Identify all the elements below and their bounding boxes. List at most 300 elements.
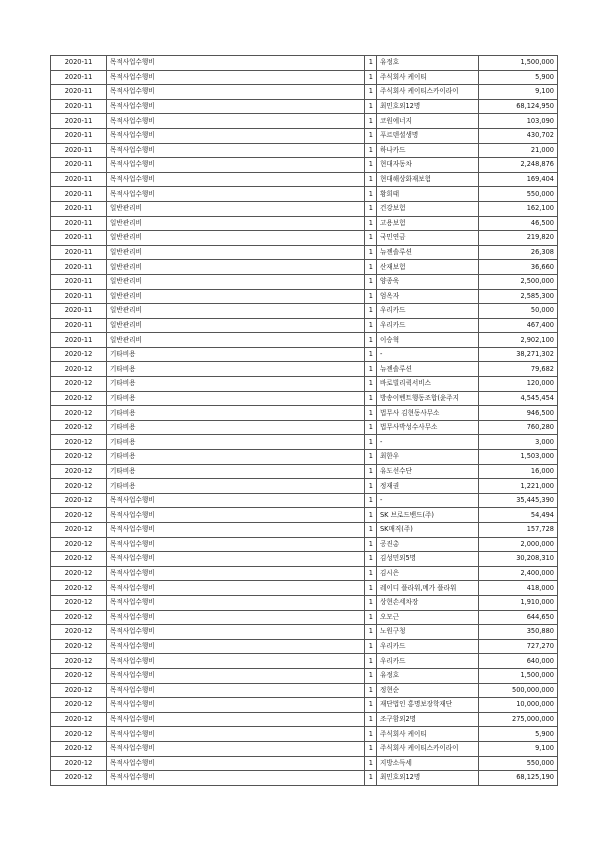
table-row [51, 231, 558, 246]
cell-count: 1 [365, 654, 377, 669]
table-row [51, 406, 558, 421]
cell-count: 1 [365, 362, 377, 377]
cell-count: 1 [365, 625, 377, 640]
cell-count: 1 [365, 566, 377, 581]
cell-month: 2020-12 [51, 479, 107, 494]
cell-amount: 36,660 [479, 260, 558, 275]
cell-amount: 1,910,000 [479, 595, 558, 610]
cell-amount: 1,500,000 [479, 56, 558, 71]
cell-month: 2020-11 [51, 216, 107, 231]
cell-payee: SK 브로드밴드(주) [377, 508, 479, 523]
table-row [51, 464, 558, 479]
cell-amount: 157,728 [479, 523, 558, 538]
cell-count: 1 [365, 56, 377, 71]
cell-payee: 최민호외12명 [377, 99, 479, 114]
cell-count: 1 [365, 581, 377, 596]
cell-amount: 418,000 [479, 581, 558, 596]
cell-category: 목적사업수행비 [107, 70, 365, 85]
cell-payee: 레이디 플라워,메가 플라워 [377, 581, 479, 596]
cell-payee: 재단법인 홍명보장학재단 [377, 698, 479, 713]
cell-count: 1 [365, 406, 377, 421]
cell-category: 목적사업수행비 [107, 143, 365, 158]
cell-month: 2020-12 [51, 727, 107, 742]
cell-payee: 정현순 [377, 683, 479, 698]
cell-payee: 우리카드 [377, 318, 479, 333]
table-row [51, 128, 558, 143]
table-row [51, 420, 558, 435]
cell-count: 1 [365, 318, 377, 333]
cell-payee: 노원구청 [377, 625, 479, 640]
cell-month: 2020-11 [51, 318, 107, 333]
cell-month: 2020-11 [51, 56, 107, 71]
table-row [51, 318, 558, 333]
cell-amount: 5,900 [479, 727, 558, 742]
cell-category: 일반관리비 [107, 333, 365, 348]
cell-count: 1 [365, 552, 377, 567]
cell-amount: 430,702 [479, 128, 558, 143]
table-row [51, 552, 558, 567]
cell-amount: 2,585,300 [479, 289, 558, 304]
ledger-table [50, 55, 558, 786]
cell-month: 2020-12 [51, 741, 107, 756]
cell-amount: 2,400,000 [479, 566, 558, 581]
cell-payee: 오모근 [377, 610, 479, 625]
table-row [51, 143, 558, 158]
cell-category: 목적사업수행비 [107, 581, 365, 596]
cell-payee: 정재권 [377, 479, 479, 494]
table-row [51, 56, 558, 71]
cell-payee: - [377, 435, 479, 450]
cell-payee: 유정호 [377, 668, 479, 683]
table-row [51, 654, 558, 669]
cell-count: 1 [365, 756, 377, 771]
cell-month: 2020-12 [51, 698, 107, 713]
cell-month: 2020-11 [51, 304, 107, 319]
cell-amount: 26,308 [479, 245, 558, 260]
cell-count: 1 [365, 595, 377, 610]
cell-payee: 최민호외12명 [377, 771, 479, 786]
cell-category: 목적사업수행비 [107, 56, 365, 71]
cell-month: 2020-12 [51, 391, 107, 406]
cell-payee: 주식회사 케이티 [377, 727, 479, 742]
cell-count: 1 [365, 114, 377, 129]
cell-count: 1 [365, 158, 377, 173]
cell-month: 2020-11 [51, 85, 107, 100]
cell-category: 목적사업수행비 [107, 114, 365, 129]
cell-month: 2020-12 [51, 450, 107, 465]
cell-count: 1 [365, 420, 377, 435]
cell-payee: 주식회사 케이티 [377, 70, 479, 85]
cell-payee: 방송이벤트행동조합(윤주지 [377, 391, 479, 406]
cell-payee: - [377, 347, 479, 362]
cell-count: 1 [365, 668, 377, 683]
cell-payee: 공진총 [377, 537, 479, 552]
cell-payee: 유정호 [377, 56, 479, 71]
cell-payee: 우리카드 [377, 654, 479, 669]
cell-category: 목적사업수행비 [107, 493, 365, 508]
cell-category: 기타비용 [107, 347, 365, 362]
table-row [51, 274, 558, 289]
cell-category: 목적사업수행비 [107, 727, 365, 742]
cell-count: 1 [365, 741, 377, 756]
table-row [51, 260, 558, 275]
cell-amount: 640,000 [479, 654, 558, 669]
cell-count: 1 [365, 727, 377, 742]
cell-category: 기타비용 [107, 479, 365, 494]
cell-month: 2020-11 [51, 70, 107, 85]
cell-category: 목적사업수행비 [107, 595, 365, 610]
cell-payee: 고용보험 [377, 216, 479, 231]
cell-count: 1 [365, 333, 377, 348]
table-row [51, 347, 558, 362]
cell-month: 2020-12 [51, 595, 107, 610]
cell-payee: 법무사박성수사무소 [377, 420, 479, 435]
cell-category: 목적사업수행비 [107, 85, 365, 100]
cell-payee: 주식회사 케이티스카이라이 [377, 741, 479, 756]
cell-month: 2020-12 [51, 523, 107, 538]
cell-month: 2020-12 [51, 566, 107, 581]
cell-category: 목적사업수행비 [107, 625, 365, 640]
table-row [51, 99, 558, 114]
table-row [51, 493, 558, 508]
cell-amount: 467,400 [479, 318, 558, 333]
table-row [51, 771, 558, 786]
table-row [51, 435, 558, 450]
cell-payee: 유도선수단 [377, 464, 479, 479]
cell-category: 일반관리비 [107, 201, 365, 216]
cell-month: 2020-12 [51, 668, 107, 683]
cell-category: 목적사업수행비 [107, 552, 365, 567]
cell-amount: 727,270 [479, 639, 558, 654]
table-row [51, 172, 558, 187]
table-row [51, 683, 558, 698]
cell-count: 1 [365, 231, 377, 246]
cell-amount: 2,000,000 [479, 537, 558, 552]
cell-count: 1 [365, 537, 377, 552]
cell-count: 1 [365, 274, 377, 289]
cell-category: 일반관리비 [107, 289, 365, 304]
table-row [51, 581, 558, 596]
cell-amount: 9,100 [479, 741, 558, 756]
cell-category: 목적사업수행비 [107, 741, 365, 756]
table-row [51, 362, 558, 377]
cell-month: 2020-11 [51, 245, 107, 260]
cell-amount: 54,494 [479, 508, 558, 523]
cell-category: 목적사업수행비 [107, 756, 365, 771]
cell-category: 목적사업수행비 [107, 523, 365, 538]
cell-count: 1 [365, 304, 377, 319]
cell-month: 2020-12 [51, 377, 107, 392]
cell-payee: 코원에너지 [377, 114, 479, 129]
table-row [51, 377, 558, 392]
table-row [51, 450, 558, 465]
table-row [51, 333, 558, 348]
cell-category: 목적사업수행비 [107, 508, 365, 523]
cell-month: 2020-11 [51, 114, 107, 129]
cell-count: 1 [365, 143, 377, 158]
cell-category: 기타비용 [107, 377, 365, 392]
cell-amount: 30,208,310 [479, 552, 558, 567]
cell-category: 일반관리비 [107, 260, 365, 275]
cell-amount: 2,902,100 [479, 333, 558, 348]
cell-amount: 1,503,000 [479, 450, 558, 465]
cell-category: 일반관리비 [107, 216, 365, 231]
cell-payee: 김시은 [377, 566, 479, 581]
table-row [51, 712, 558, 727]
cell-month: 2020-12 [51, 493, 107, 508]
cell-month: 2020-12 [51, 712, 107, 727]
cell-month: 2020-11 [51, 201, 107, 216]
cell-category: 기타비용 [107, 450, 365, 465]
cell-count: 1 [365, 70, 377, 85]
cell-category: 기타비용 [107, 362, 365, 377]
table-row [51, 216, 558, 231]
cell-category: 목적사업수행비 [107, 566, 365, 581]
cell-category: 목적사업수행비 [107, 187, 365, 202]
cell-payee: 현대자동차 [377, 158, 479, 173]
cell-amount: 760,280 [479, 420, 558, 435]
table-row [51, 668, 558, 683]
cell-month: 2020-12 [51, 552, 107, 567]
cell-payee: 바로빌리퀵서비스 [377, 377, 479, 392]
cell-payee: 우리카드 [377, 304, 479, 319]
table-row [51, 595, 558, 610]
cell-count: 1 [365, 216, 377, 231]
cell-payee: SK매직(주) [377, 523, 479, 538]
cell-month: 2020-12 [51, 639, 107, 654]
cell-month: 2020-12 [51, 771, 107, 786]
table-row [51, 727, 558, 742]
cell-amount: 103,090 [479, 114, 558, 129]
cell-category: 일반관리비 [107, 274, 365, 289]
cell-month: 2020-12 [51, 420, 107, 435]
cell-count: 1 [365, 347, 377, 362]
cell-category: 목적사업수행비 [107, 537, 365, 552]
cell-amount: 5,900 [479, 70, 558, 85]
cell-month: 2020-12 [51, 581, 107, 596]
cell-payee: 푸르덴셜생명 [377, 128, 479, 143]
cell-count: 1 [365, 464, 377, 479]
cell-count: 1 [365, 610, 377, 625]
table-row [51, 304, 558, 319]
cell-category: 목적사업수행비 [107, 610, 365, 625]
cell-payee: - [377, 493, 479, 508]
table-row [51, 741, 558, 756]
cell-month: 2020-12 [51, 406, 107, 421]
cell-count: 1 [365, 523, 377, 538]
cell-month: 2020-11 [51, 128, 107, 143]
cell-category: 일반관리비 [107, 231, 365, 246]
table-row [51, 245, 558, 260]
cell-category: 목적사업수행비 [107, 712, 365, 727]
cell-category: 목적사업수행비 [107, 771, 365, 786]
cell-category: 일반관리비 [107, 304, 365, 319]
cell-amount: 120,000 [479, 377, 558, 392]
cell-payee: 엄옥자 [377, 289, 479, 304]
cell-category: 기타비용 [107, 435, 365, 450]
cell-amount: 1,221,000 [479, 479, 558, 494]
cell-count: 1 [365, 289, 377, 304]
cell-month: 2020-12 [51, 464, 107, 479]
cell-amount: 550,000 [479, 187, 558, 202]
cell-count: 1 [365, 450, 377, 465]
cell-month: 2020-12 [51, 756, 107, 771]
cell-amount: 38,271,302 [479, 347, 558, 362]
cell-month: 2020-12 [51, 610, 107, 625]
cell-amount: 162,100 [479, 201, 558, 216]
cell-category: 목적사업수행비 [107, 158, 365, 173]
cell-month: 2020-12 [51, 347, 107, 362]
table-row [51, 391, 558, 406]
cell-payee: 국민연금 [377, 231, 479, 246]
cell-category: 목적사업수행비 [107, 683, 365, 698]
cell-count: 1 [365, 391, 377, 406]
cell-amount: 3,000 [479, 435, 558, 450]
cell-category: 기타비용 [107, 406, 365, 421]
cell-count: 1 [365, 260, 377, 275]
cell-payee: 이승혁 [377, 333, 479, 348]
cell-payee: 황희태 [377, 187, 479, 202]
cell-month: 2020-11 [51, 274, 107, 289]
cell-category: 기타비용 [107, 464, 365, 479]
cell-payee: 산재보험 [377, 260, 479, 275]
cell-category: 목적사업수행비 [107, 128, 365, 143]
cell-payee: 하나카드 [377, 143, 479, 158]
cell-amount: 946,500 [479, 406, 558, 421]
cell-amount: 169,404 [479, 172, 558, 187]
cell-count: 1 [365, 187, 377, 202]
cell-count: 1 [365, 245, 377, 260]
cell-count: 1 [365, 479, 377, 494]
cell-payee: 뉴젠솔루션 [377, 362, 479, 377]
cell-category: 목적사업수행비 [107, 639, 365, 654]
cell-month: 2020-12 [51, 435, 107, 450]
cell-payee: 최한우 [377, 450, 479, 465]
cell-payee: 상현손세차장 [377, 595, 479, 610]
table-row [51, 70, 558, 85]
cell-count: 1 [365, 698, 377, 713]
cell-payee: 뉴젠솔루션 [377, 245, 479, 260]
table-row [51, 85, 558, 100]
cell-month: 2020-11 [51, 260, 107, 275]
cell-category: 일반관리비 [107, 318, 365, 333]
cell-payee: 김성민외5명 [377, 552, 479, 567]
cell-count: 1 [365, 128, 377, 143]
cell-category: 기타비용 [107, 420, 365, 435]
cell-month: 2020-11 [51, 143, 107, 158]
cell-month: 2020-11 [51, 187, 107, 202]
cell-amount: 500,000,000 [479, 683, 558, 698]
cell-amount: 50,000 [479, 304, 558, 319]
table-row [51, 698, 558, 713]
cell-amount: 35,445,390 [479, 493, 558, 508]
cell-month: 2020-11 [51, 333, 107, 348]
table-row [51, 158, 558, 173]
cell-month: 2020-11 [51, 99, 107, 114]
cell-payee: 법무사 김현동사무소 [377, 406, 479, 421]
cell-category: 기타비용 [107, 391, 365, 406]
table-row [51, 289, 558, 304]
cell-payee: 건강보험 [377, 201, 479, 216]
cell-amount: 219,820 [479, 231, 558, 246]
cell-category: 목적사업수행비 [107, 99, 365, 114]
cell-month: 2020-12 [51, 362, 107, 377]
cell-month: 2020-12 [51, 683, 107, 698]
cell-month: 2020-11 [51, 231, 107, 246]
cell-count: 1 [365, 712, 377, 727]
table-row [51, 639, 558, 654]
table-row [51, 114, 558, 129]
cell-month: 2020-11 [51, 172, 107, 187]
cell-count: 1 [365, 493, 377, 508]
cell-amount: 68,125,190 [479, 771, 558, 786]
cell-amount: 21,000 [479, 143, 558, 158]
cell-count: 1 [365, 99, 377, 114]
cell-payee: 양종욱 [377, 274, 479, 289]
cell-category: 목적사업수행비 [107, 698, 365, 713]
cell-amount: 2,500,000 [479, 274, 558, 289]
cell-month: 2020-12 [51, 625, 107, 640]
table-row [51, 610, 558, 625]
cell-count: 1 [365, 377, 377, 392]
cell-amount: 550,000 [479, 756, 558, 771]
cell-month: 2020-11 [51, 158, 107, 173]
cell-amount: 79,682 [479, 362, 558, 377]
cell-amount: 46,500 [479, 216, 558, 231]
ledger-body [51, 56, 558, 786]
cell-count: 1 [365, 435, 377, 450]
table-row [51, 566, 558, 581]
table-row [51, 187, 558, 202]
cell-payee: 우리카드 [377, 639, 479, 654]
cell-amount: 9,100 [479, 85, 558, 100]
cell-count: 1 [365, 201, 377, 216]
cell-amount: 10,000,000 [479, 698, 558, 713]
cell-amount: 2,248,876 [479, 158, 558, 173]
cell-count: 1 [365, 508, 377, 523]
cell-category: 일반관리비 [107, 245, 365, 260]
cell-count: 1 [365, 172, 377, 187]
cell-amount: 16,000 [479, 464, 558, 479]
cell-amount: 644,650 [479, 610, 558, 625]
table-row [51, 508, 558, 523]
cell-amount: 350,880 [479, 625, 558, 640]
cell-amount: 68,124,950 [479, 99, 558, 114]
cell-month: 2020-12 [51, 654, 107, 669]
cell-month: 2020-12 [51, 537, 107, 552]
cell-month: 2020-11 [51, 289, 107, 304]
cell-category: 목적사업수행비 [107, 654, 365, 669]
cell-payee: 현대해상화재보험 [377, 172, 479, 187]
cell-payee: 주식회사 케이티스카이라이 [377, 85, 479, 100]
cell-count: 1 [365, 771, 377, 786]
cell-category: 목적사업수행비 [107, 668, 365, 683]
cell-count: 1 [365, 85, 377, 100]
table-row [51, 201, 558, 216]
cell-count: 1 [365, 683, 377, 698]
cell-amount: 1,500,000 [479, 668, 558, 683]
cell-category: 목적사업수행비 [107, 172, 365, 187]
cell-amount: 4,545,454 [479, 391, 558, 406]
table-row [51, 625, 558, 640]
cell-amount: 275,000,000 [479, 712, 558, 727]
cell-payee: 지방소득세 [377, 756, 479, 771]
table-row [51, 523, 558, 538]
table-row [51, 479, 558, 494]
cell-payee: 조구함외2명 [377, 712, 479, 727]
cell-month: 2020-12 [51, 508, 107, 523]
table-row [51, 756, 558, 771]
